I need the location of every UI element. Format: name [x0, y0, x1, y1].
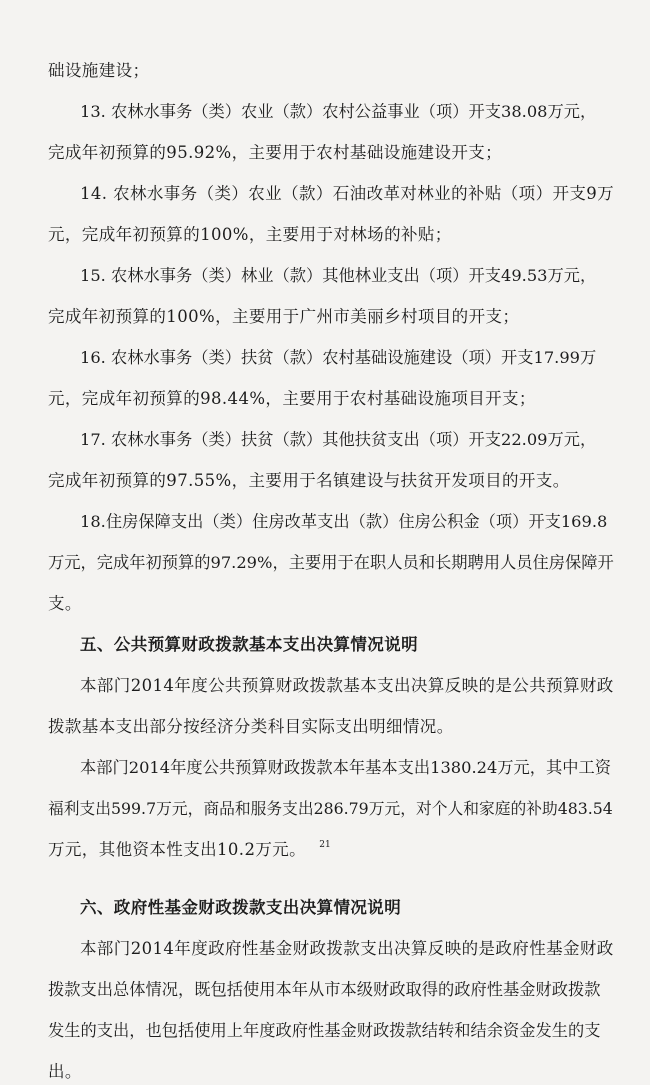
item-13-line-2: 完成年初预算的95.92%，主要用于农村基础设施建设开支； — [48, 143, 503, 162]
page-number: 21 — [319, 840, 331, 850]
text-line: 础设施建设； — [48, 61, 150, 80]
section-6-para-line-3: 发生的支出，也包括使用上年度政府性基金财政拨款结转和结余资金发生的支 — [48, 1021, 601, 1040]
item-16-line-1: 16. 农林水事务（类）扶贫（款）农村基础设施建设（项）开支17.99万 — [80, 348, 597, 367]
item-17-line-2: 完成年初预算的97.55%，主要用于名镇建设与扶贫开发项目的开支。 — [48, 471, 570, 490]
section-5-para-2-line-1: 本部门2014年度公共预算财政拨款本年基本支出1380.24万元，其中工资 — [80, 758, 612, 777]
section-6-para-line-4: 出。 — [48, 1062, 82, 1081]
section-5-para-1-line-1: 本部门2014年度公共预算财政拨款基本支出决算反映的是公共预算财政 — [80, 676, 614, 695]
item-18-line-1: 18.住房保障支出（类）住房改革支出（款）住房公积金（项）开支169.8 — [80, 512, 608, 531]
section-5-para-1-line-2: 拨款基本支出部分按经济分类科目实际支出明细情况。 — [48, 717, 454, 736]
item-14-line-1: 14. 农林水事务（类）农业（款）石油改革对林业的补贴（项）开支9万 — [80, 184, 615, 203]
item-18-line-2: 万元，完成年初预算的97.29%，主要用于在职人员和长期聘用人员住房保障开 — [48, 553, 614, 572]
item-13-line-1: 13. 农林水事务（类）农业（款）农村公益事业（项）开支38.08万元， — [80, 102, 597, 121]
item-17-line-1: 17. 农林水事务（类）扶贫（款）其他扶贫支出（项）开支22.09万元， — [80, 430, 597, 449]
item-15-line-1: 15. 农林水事务（类）林业（款）其他林业支出（项）开支49.53万元， — [80, 266, 597, 285]
section-6-para-line-1: 本部门2014年度政府性基金财政拨款支出决算反映的是政府性基金财政 — [80, 939, 614, 958]
section-6-para-line-2: 拨款支出总体情况，既包括使用本年从市本级财政取得的政府性基金财政拨款 — [48, 980, 601, 999]
item-18-line-3: 支。 — [48, 594, 82, 613]
section-heading-5: 五、公共预算财政拨款基本支出决算情况说明 — [80, 635, 418, 654]
document-body — [48, 58, 613, 1085]
item-16-line-2: 元，完成年初预算的98.44%，主要用于农村基础设施项目开支； — [48, 389, 536, 408]
item-14-line-2: 元，完成年初预算的100%，主要用于对林场的补贴； — [48, 225, 452, 244]
section-5-para-2-line-3: 万元，其他资本性支出10.2万元。 — [48, 840, 307, 859]
item-15-line-2: 完成年初预算的100%，主要用于广州市美丽乡村项目的开支； — [48, 307, 520, 326]
section-heading-6: 六、政府性基金财政拨款支出决算情况说明 — [80, 898, 402, 917]
section-5-para-2-line-2: 福利支出599.7万元，商品和服务支出286.79万元，对个人和家庭的补助483.54 — [48, 799, 613, 818]
